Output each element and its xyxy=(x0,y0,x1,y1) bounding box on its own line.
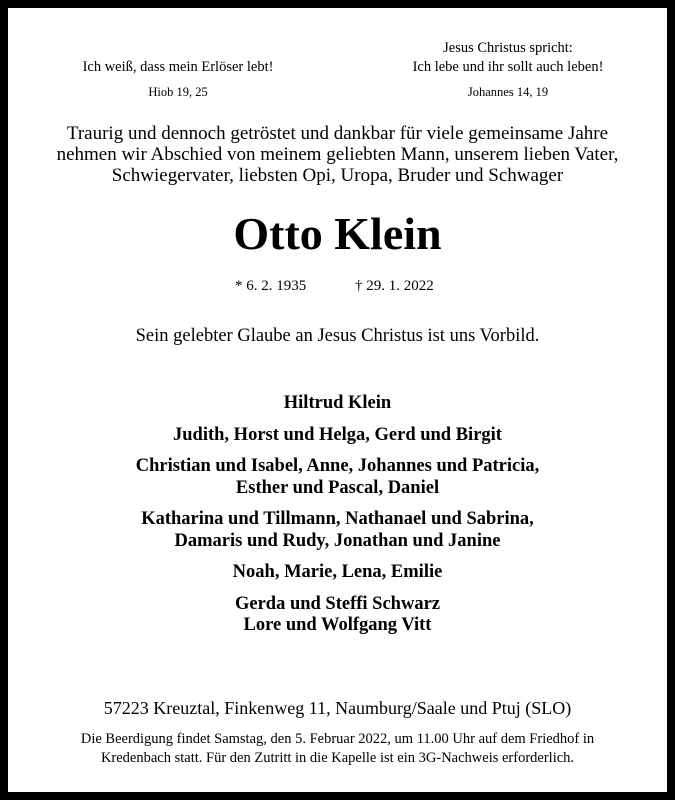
verse-left-text: Ich weiß, dass mein Erlöser lebt! xyxy=(82,59,274,75)
family-line: Judith, Horst und Helga, Gerd und Birgit xyxy=(173,424,502,445)
funeral-note-line1: Die Beerdigung findet Samstag, den 5. Februar 2022, um 11.00 Uhr auf dem Friedhof in xyxy=(80,731,595,747)
family-group xyxy=(8,562,667,584)
address: 57223 Kreuztal, Finkenweg 11, Naumburg/Saale und Ptuj (SLO) xyxy=(103,698,572,718)
verse-right-ref: Johannes 14, 19 xyxy=(467,85,549,99)
family-group xyxy=(8,594,667,637)
deceased-name: Otto Klein xyxy=(233,208,442,259)
verse-left xyxy=(48,58,308,77)
birth-date: * 6. 2. 1935 xyxy=(235,278,307,294)
family-line: Lore und Wolfgang Vitt xyxy=(243,615,432,635)
family-group xyxy=(8,456,667,499)
family-group xyxy=(8,509,667,552)
death-date: † 29. 1. 2022 xyxy=(355,278,434,294)
intro-text xyxy=(8,123,667,186)
funeral-note-line2: Kredenbach statt. Für den Zutritt in die Kapelle ist ein 3G-Nachweis erforderlich. xyxy=(100,749,575,766)
family-line: Hiltrud Klein xyxy=(283,393,392,413)
funeral-note xyxy=(8,730,667,767)
family-line: Katharina und Tillmann, Nathanael und Sabrina, xyxy=(141,509,534,529)
creed-text: Sein gelebter Glaube an Jesus Christus ist uns Vorbild. xyxy=(135,326,540,346)
verse-right-line1: Jesus Christus spricht: xyxy=(443,40,573,56)
obituary-card xyxy=(8,8,667,792)
intro-line2: nehmen wir Abschied von meinem geliebten Mann, unserem lieben Vater, xyxy=(56,144,619,165)
intro-line1: Traurig und dennoch getröstet und dankbar für viele gemeinsame Jahre xyxy=(66,123,609,144)
family-line: Gerda und Steffi Schwarz xyxy=(234,593,441,614)
verse-right xyxy=(383,39,633,77)
family-list xyxy=(8,393,667,647)
intro-line3: Schwiegervater, liebsten Opi, Uropa, Bruder und Schwager xyxy=(111,165,564,186)
family-line: Christian und Isabel, Anne, Johannes und Patricia, xyxy=(135,456,540,476)
family-line: Noah, Marie, Lena, Emilie xyxy=(232,562,443,582)
family-group xyxy=(8,425,667,447)
family-group xyxy=(8,393,667,415)
family-line: Esther und Pascal, Daniel xyxy=(235,477,440,498)
verse-left-ref: Hiob 19, 25 xyxy=(148,85,208,99)
family-line: Damaris und Rudy, Jonathan und Janine xyxy=(174,530,501,551)
verse-right-line2: Ich lebe und ihr sollt auch leben! xyxy=(412,59,604,75)
